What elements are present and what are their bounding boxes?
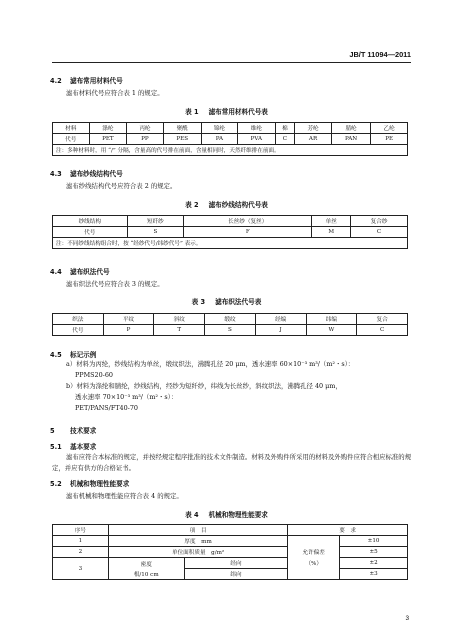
table-cell: 锦纶: [201, 123, 238, 134]
tolerance-unit: （%）: [305, 561, 322, 567]
section-title: 机械和物理性能要求: [70, 480, 130, 488]
table-cell: PES: [163, 134, 201, 145]
section-5-heading: [50, 425, 96, 435]
table-cell: W: [306, 325, 357, 336]
section-4-2-heading: [50, 75, 123, 85]
table-cell: 芳纶: [295, 123, 332, 134]
table-3-caption: [0, 296, 453, 306]
table-row: [53, 123, 408, 134]
section-4-5-heading: [50, 349, 96, 359]
table-cell: C: [357, 325, 408, 336]
table-row: [53, 536, 408, 547]
table-row: [53, 227, 408, 238]
table-row: [53, 314, 408, 325]
table-cell: P: [103, 325, 154, 336]
table-cell: PET: [89, 134, 127, 145]
marking-examples: [66, 359, 354, 414]
table-cell: 棉: [275, 123, 295, 134]
example-a-code: PPMS20-60: [75, 371, 113, 379]
table-cell: PVA: [238, 134, 275, 145]
row-direction: 经向: [184, 558, 288, 569]
standard-code: JB/T 11094—2011: [349, 50, 411, 59]
table-cell: 涤纶: [89, 123, 127, 134]
page-number: 3: [405, 615, 409, 622]
section-4-3-heading: [50, 168, 123, 178]
table-3: [52, 313, 408, 336]
section-title: 滤布常用材料代号: [70, 77, 123, 85]
section-5-1-text: 滤布应符合本标准的规定，并按经规定程序批准的技术文件制造。材料及外购件所采用的材料及外购件应符合相应标准的规定，并应有供方的合格证书。: [52, 453, 412, 472]
row-item: [108, 558, 184, 580]
table-cell: PA: [201, 134, 238, 145]
col-header-item: 项 目: [108, 525, 287, 536]
table-cell: S: [205, 325, 256, 336]
tolerance-label: 允许偏差: [302, 550, 325, 556]
section-number: 5: [50, 427, 55, 435]
section-number: 5.1: [50, 443, 62, 451]
row-header-cell: 纱线结构: [53, 216, 128, 227]
section-5-2-text: 滤布机械和物理性能应符合表 4 的规定。: [66, 492, 183, 500]
section-title: 基本要求: [70, 443, 97, 451]
section-number: 4.4: [50, 268, 62, 276]
row-value: ±2: [340, 558, 408, 569]
table-cell: T: [154, 325, 205, 336]
section-number: 5.2: [50, 480, 62, 488]
section-4-3-text: 滤布纱线结构代号应符合表 2 的规定。: [66, 182, 177, 190]
table-cell: 斜纹: [154, 314, 205, 325]
table-note: 注：多种材料时，用 “/” 分隔，含量高的代号排在前面，含量相同时，天然纤维排在前面。: [53, 145, 408, 156]
table-cell: M: [312, 227, 351, 238]
row-item-name: 密度: [140, 561, 152, 568]
table-cell: 短纤纱: [127, 216, 184, 227]
table-cell: 乙纶: [371, 123, 408, 134]
table-2: [52, 215, 408, 249]
example-b-line: b）材料为涤纶和腈纶，纱线结构，经纱为短纤纱，纬线为长丝纱，斜纹织法，沸腾孔径 40 μm，: [66, 382, 342, 390]
example-b-code: PET/PANS/FT40-70: [75, 404, 138, 412]
table-row: [53, 325, 408, 336]
table-cell: 纬编: [306, 314, 357, 325]
table-number: 表 1: [185, 108, 199, 116]
section-4-4-text: 滤布织法代号应符合表 3 的规定。: [66, 280, 164, 288]
row-no: 1: [53, 536, 109, 547]
table-number: 表 2: [185, 201, 199, 209]
table-cell: J: [255, 325, 306, 336]
row-header-cell: 代号: [53, 227, 128, 238]
section-number: 4.2: [50, 77, 62, 85]
table-cell: 经编: [255, 314, 306, 325]
tolerance-cell: [288, 536, 340, 580]
header-rule: [52, 62, 411, 63]
table-cell: S: [127, 227, 184, 238]
section-title: 标记示例: [70, 351, 97, 359]
table-cell: 缎纹: [205, 314, 256, 325]
row-no: 2: [53, 547, 109, 558]
table-cell: 复合纱: [351, 216, 408, 227]
row-item: 厚度 mm: [108, 536, 287, 547]
table-row: [53, 216, 408, 227]
section-4-2-text: 滤布材料代号应符合表 1 的规定。: [66, 89, 164, 97]
table-title: 机械和物理性能要求: [208, 511, 268, 519]
table-number: 表 3: [191, 298, 206, 306]
table-cell: AR: [295, 134, 332, 145]
row-value: ±5: [340, 547, 408, 558]
table-cell: 长丝纱（复丝）: [184, 216, 312, 227]
table-header-row: [53, 525, 408, 536]
table-cell: 聚酰: [163, 123, 201, 134]
col-header-no: 序号: [53, 525, 109, 536]
table-cell: F: [184, 227, 312, 238]
section-5-1-heading: [50, 441, 96, 451]
table-cell: 平纹: [103, 314, 154, 325]
row-header-cell: 织法: [53, 314, 104, 325]
table-4: [52, 524, 408, 580]
table-title: 滤布织法代号表: [215, 298, 262, 306]
table-row: [53, 547, 408, 558]
row-direction: 纬向: [184, 569, 288, 580]
table-4-caption: [0, 509, 453, 519]
table-cell: 复合: [357, 314, 408, 325]
section-title: 滤布纱线结构代号: [70, 170, 123, 178]
row-value: ±10: [340, 536, 408, 547]
table-cell: 丙纶: [127, 123, 164, 134]
row-value: ±3: [340, 569, 408, 580]
section-4-4-heading: [50, 266, 110, 276]
table-row: [53, 238, 408, 249]
table-cell: PAN: [331, 134, 370, 145]
section-title: 滤布织法代号: [70, 268, 110, 276]
table-1-caption: [0, 106, 453, 116]
table-cell: PP: [127, 134, 164, 145]
table-1: [52, 122, 408, 156]
example-a-line: a）材料为丙纶，纱线结构为单丝，缎纹织法，沸腾孔径 20 μm，透水速率 60×10⁻³ m³/（m²・s）：: [66, 360, 355, 368]
table-2-caption: [0, 199, 453, 209]
section-title: 技术要求: [70, 427, 97, 435]
section-number: 4.3: [50, 170, 62, 178]
table-note: 注：不同纱线结构组合时，按 “经纱代号/纬纱代号” 表示。: [53, 238, 408, 249]
table-title: 滤布纱线结构代号表: [208, 201, 268, 209]
row-header-cell: 材料: [53, 123, 90, 134]
row-no: 3: [53, 558, 109, 580]
example-b-line-2: 透水速率 70×10⁻³ m³/（m²・s）：: [75, 393, 178, 401]
section-number: 4.5: [50, 351, 62, 359]
row-item-unit: 根/10 cm: [133, 571, 159, 578]
section-5-2-heading: [50, 478, 129, 488]
row-header-cell: 代号: [53, 134, 90, 145]
table-cell: C: [351, 227, 408, 238]
table-title: 滤布常用材料代号表: [208, 108, 268, 116]
table-cell: PE: [371, 134, 408, 145]
table-row: [53, 134, 408, 145]
table-cell: 维纶: [238, 123, 275, 134]
row-item: 单位面积质量 g/m²: [108, 547, 287, 558]
table-cell: C: [275, 134, 295, 145]
row-header-cell: 代号: [53, 325, 104, 336]
table-number: 表 4: [185, 511, 199, 519]
table-row: [53, 145, 408, 156]
table-cell: 腈纶: [331, 123, 370, 134]
table-cell: 单丝: [312, 216, 351, 227]
col-header-requirement: 要 求: [288, 525, 408, 536]
table-row: [53, 558, 408, 569]
